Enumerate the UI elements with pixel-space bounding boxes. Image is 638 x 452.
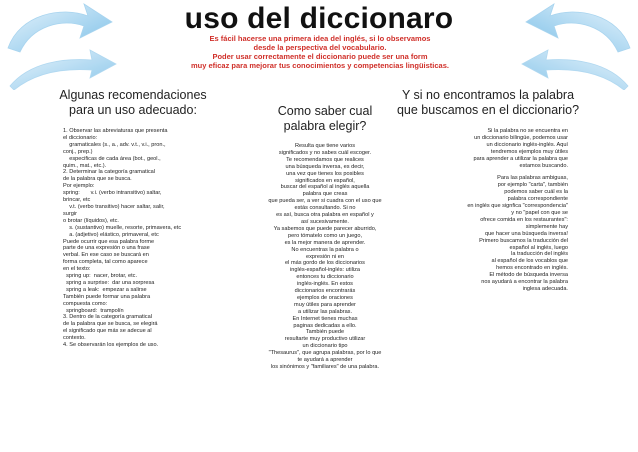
center-text-line: es la mejor manera de aprender.: [284, 239, 366, 246]
center-text-line: inglés-inglés. En estos: [297, 281, 353, 288]
center-text-line: Te recomendamos que realices: [286, 156, 364, 163]
right-text-line: Si la palabra no se encuentra en: [487, 128, 568, 134]
left-text-line: Puede ocurrir que esa palabra forme: [63, 238, 155, 245]
center-text-line: el más gordo de los diccionarios: [285, 260, 365, 267]
right-text-line: nos ayudará a encontrar la palabra: [481, 279, 568, 286]
intro-text: [120, 34, 520, 70]
center-text-line: paginas dedicadas a ello.: [293, 322, 357, 329]
right-text-line: al español de los vocablos que: [491, 258, 568, 265]
center-text-line: palabra que creas: [302, 191, 348, 198]
center-heading: [250, 104, 400, 134]
intro-line: Es fácil hacerse una primera idea del inglés, si lo observamos: [209, 34, 431, 43]
right-text-line: palabra correspondiente: [507, 196, 568, 203]
center-text-line: diccionarios encontrarás: [294, 288, 356, 295]
left-text-line: gramaticales (s., a., adv. v.t., v.i., pron.,: [63, 141, 166, 148]
left-text-line: especificas de cada área (bot., geol.,: [63, 155, 161, 162]
left-text-line: s. (sustantivo) muelle, resorte, primavera, etc: [63, 224, 182, 231]
left-column-text: [63, 128, 238, 349]
center-text-line: así sucesivamente.: [301, 218, 349, 225]
center-text-line: ejemplos de oraciones: [297, 294, 353, 301]
right-text-line: ofrece comida en los restaurantes":: [480, 216, 568, 223]
left-heading-line: Algunas recomendaciones: [59, 88, 207, 102]
intro-line: muy eficaz para mejorar tus conocimientos y competencias lingüisticas.: [190, 61, 449, 70]
left-text-line: brincar, etc: [63, 197, 91, 204]
right-text-line: tendremos ejemplos muy útiles: [490, 148, 568, 155]
right-text-line: inglesa adecuada.: [522, 285, 568, 292]
left-text-line: verbal. En ese caso se buscará en: [63, 252, 149, 259]
left-text-line: spring a surprise: dar una sorpresa: [63, 279, 155, 286]
center-text-line: una búsqueda inversa, es decir,: [285, 163, 365, 170]
left-text-line: a. (adjetivo) elástico, primaveral, etc: [63, 231, 159, 238]
center-text-line: que pueda ser, a ver si cuadra con el uso que: [268, 198, 382, 205]
right-text-line: Para las palabras ambiguas,: [497, 175, 568, 182]
right-text-line: la traducción del inglés: [511, 251, 568, 258]
center-text-line: pero tómatelo como un juego,: [287, 232, 362, 239]
right-column-text: [400, 128, 568, 293]
center-text-line: los sinónimos y "familiares" de una palabra.: [270, 364, 380, 370]
center-text-line: entonces tu diccionario: [296, 274, 354, 281]
left-text-line: springboard: trampolín: [63, 307, 124, 314]
right-text-line: un diccionario bilingüe, podemos usar: [474, 134, 568, 141]
center-text-line: inglés-español-inglés: utiliza: [290, 267, 360, 274]
left-text-line: También puede formar una palabra: [63, 293, 151, 300]
left-text-line: en el texto:: [63, 266, 91, 273]
center-text-line: Ya sabemos que puede parecer aburrido,: [273, 225, 377, 232]
right-text-line: simplemente hay: [525, 223, 568, 230]
intro-line: Poder usar correctamente el diccionario puede ser una form: [212, 52, 428, 61]
center-column-text: [230, 143, 420, 371]
left-text-line: quim., mat., etc.).: [63, 162, 107, 169]
center-text-line: es así, busca otra palabra en español y: [276, 212, 374, 219]
center-text-line: En Internet tienes muchas: [292, 315, 358, 322]
left-text-line: de la palabra que se busca.: [63, 176, 132, 183]
right-text-line: en inglés que signfica "correspondencia": [467, 203, 568, 210]
right-heading-line: Y si no encontramos la palabra: [401, 88, 575, 102]
center-text-line: Resulta que tiene varios: [294, 143, 355, 149]
right-heading: [383, 88, 593, 118]
right-text-line: para aprender a utilizar la palabra que: [473, 155, 568, 162]
center-heading-line: palabra elegir?: [283, 119, 367, 133]
left-text-line: de la palabra que se busca, se elegirá: [63, 321, 158, 328]
center-text-line: buscar del español al inglés aquella: [280, 184, 370, 191]
center-text-line: a utilizar las palabras.: [297, 308, 353, 315]
center-text-line: expresión ni en: [306, 253, 344, 260]
center-text-line: significados en español,: [295, 177, 355, 184]
right-text-line: y no "papel con que se: [511, 209, 568, 216]
left-text-line: compuesta como:: [63, 300, 108, 307]
left-text-line: forma completa, tal como aparece: [63, 259, 148, 266]
left-text-line: spring: v.i. (verbo intransitivo) saltar,: [63, 190, 162, 197]
center-heading-line: Como saber cual: [277, 104, 373, 118]
right-text-line: hemos encontrado en inglés.: [496, 265, 568, 272]
left-heading: [48, 88, 218, 118]
left-text-line: surgir: [63, 210, 77, 217]
center-text-line: estás consultando. Si no: [294, 205, 356, 212]
left-text-line: el significado que más se adecue al: [63, 328, 152, 335]
left-text-line: el diccionario:: [63, 134, 98, 141]
center-text-line: significados y no sabes cuál escoger.: [278, 149, 372, 156]
intro-line: desde la perspectiva del vocabulario.: [253, 43, 387, 52]
center-text-line: "Thesaurus", que agrupa palabras, por lo que: [268, 350, 382, 357]
left-text-line: 1. Observar las abreviaturas que presenta: [63, 128, 168, 134]
left-text-line: contexto.: [63, 335, 86, 342]
right-text-line: El método de búsqueda inversa: [489, 272, 568, 279]
center-text-line: te ayudará a aprender: [297, 357, 353, 364]
center-text-line: No encuentras la palabra o: [291, 246, 359, 253]
left-text-line: parte de una expresión o una frase: [63, 245, 150, 252]
right-text-line: por ejemplo "carta", también: [497, 182, 568, 189]
left-text-line: conj., prep.): [63, 148, 93, 155]
right-text-line: estamos buscando.: [519, 162, 568, 169]
left-text-line: Por ejemplo:: [63, 183, 95, 190]
left-text-line: v.t. (verbo transitivo) hacer saltar, salir,: [63, 203, 165, 210]
left-text-line: o brotar (líquidos), etc.: [63, 217, 119, 224]
center-text-line: un diccionario tipo: [302, 343, 348, 350]
right-heading-line: que buscamos en el diccionario?: [396, 103, 580, 117]
left-text-line: 3. Dentro de la categoría gramatical: [63, 314, 152, 321]
center-text-line: muy útiles para aprender: [294, 301, 356, 308]
center-text-line: resultarte muy productivo utilizar: [284, 336, 366, 343]
right-text-line: Primero buscamos la traducción del: [479, 237, 568, 244]
right-text-line: un diccionario inglés-inglés. Aquí: [486, 141, 568, 148]
left-text-line: spring up: nacer, brotar, etc.: [63, 273, 138, 280]
left-text-line: spring a leak: empezar a salirse: [63, 286, 147, 293]
right-text-line: que hacer una búsqueda inversa!: [484, 230, 568, 237]
page-title: uso del diccionaro: [184, 2, 454, 35]
right-text-line: podemos saber cuál es la: [504, 189, 568, 196]
left-text-line: 4. Se observarán los ejemplos de uso.: [63, 342, 159, 349]
center-text-line: También puede: [305, 329, 345, 336]
center-text-line: una vez que tienes los posibles: [286, 170, 364, 177]
left-heading-line: para un uso adecuado:: [69, 103, 197, 117]
left-text-line: 2. Determinar la categoría gramatical: [63, 169, 156, 176]
right-text-line: español al inglés, luego: [509, 244, 568, 251]
